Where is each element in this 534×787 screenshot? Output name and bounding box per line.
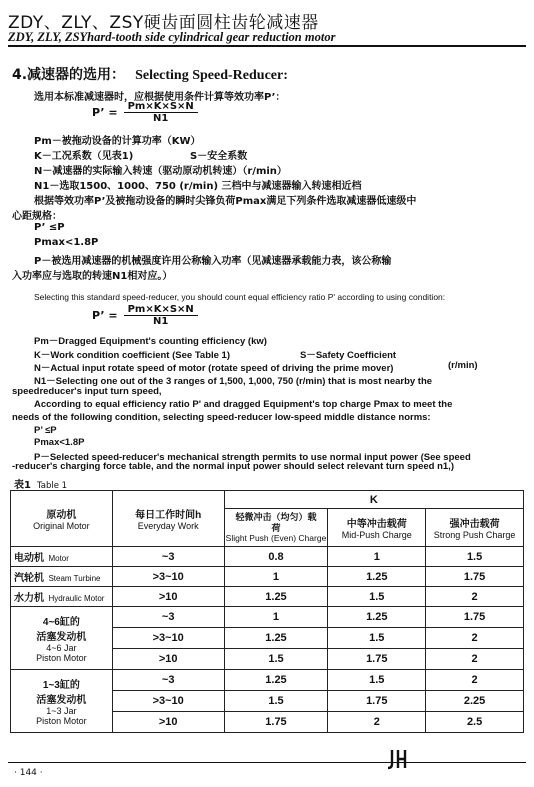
en-eq-denominator: N1 <box>153 316 169 327</box>
motor-cell <box>11 587 113 607</box>
k-strong-cell: 2 <box>426 628 524 649</box>
cn-line-condition-2: 心距规格： <box>12 211 62 222</box>
cn-line-k: K－工况系数（见表1) <box>34 151 134 162</box>
hours-cell: >10 <box>112 649 224 670</box>
cn-eq-fraction <box>124 101 198 124</box>
table-title <box>14 476 67 491</box>
col-original-motor-cn: 原动机 <box>46 510 77 521</box>
col-mid-push-en: Mid-Push Charge <box>341 530 412 540</box>
cn-line-n1: N1－选取1500、1000、750 (r/min) 三档中与减速器输入转速相近档 <box>34 181 362 192</box>
en-line-pm: Pm－Dragged Equipment's counting efficiency (kw) <box>34 336 267 347</box>
group-4-6-en-a: 4~6 Jar <box>46 643 77 653</box>
k-strong-cell: 2 <box>426 649 524 670</box>
col-mid-push-cn: 中等冲击载荷 <box>346 519 407 530</box>
k-strong-cell: 2 <box>426 670 524 691</box>
en-eq-numerator: Pm×K×S×N <box>124 304 198 316</box>
k-factor-table <box>10 490 524 733</box>
en-intro: Selecting this standard speed-reducer, you should count equal efficiency ratio P' according to using condition: <box>34 292 446 302</box>
k-mid-cell: 1.75 <box>328 691 426 712</box>
k-slight-cell: 1.25 <box>224 587 328 607</box>
motor-cn: 电动机 <box>14 552 44 564</box>
en-line-p: P－Selected speed-reducer's mechanical strength permits to use normal input power (See speed <box>34 452 471 463</box>
section-heading <box>12 64 288 84</box>
table-title-en: Table 1 <box>36 481 68 491</box>
en-cond-1: P’ ≤P <box>34 425 57 436</box>
col-mid-push <box>328 509 426 547</box>
hours-cell: >3~10 <box>112 691 224 712</box>
group-1-3-cn-b: 活塞发动机 <box>36 695 87 706</box>
hours-cell: ~3 <box>112 607 224 628</box>
k-mid-cell: 1.75 <box>328 649 426 670</box>
k-slight-cell: 1.5 <box>224 691 328 712</box>
table-row <box>11 547 524 567</box>
col-strong-push <box>426 509 524 547</box>
en-line-according-2: needs of the following condition, selecting speed-reducer low-speed middle distance norms: <box>12 412 431 423</box>
k-strong-cell: 1.75 <box>426 567 524 587</box>
en-cond-2: Pmax<1.8P <box>34 437 85 448</box>
cn-intro: 选用本标准减速器时，应根据使用条件计算等效功率P’： <box>34 92 286 103</box>
page-number: · 144 · <box>14 768 43 778</box>
cn-eq-numerator: Pm×K×S×N <box>124 101 198 113</box>
k-slight-cell: 1.75 <box>224 712 328 733</box>
cn-eq-denominator: N1 <box>153 113 169 124</box>
table-row <box>11 607 524 628</box>
motor-en: Hydraulic Motor <box>48 593 105 603</box>
col-slight-push <box>224 509 328 547</box>
hours-cell: ~3 <box>112 670 224 691</box>
company-logo-icon <box>386 748 408 770</box>
col-strong-push-en: Strong Push Charge <box>433 530 516 540</box>
cn-eq-label: P’ = <box>92 106 118 119</box>
cn-line-p: P－被选用减速器的机械强度许用公称输入功率（见减速器承载能力表，该公称输 <box>34 256 392 267</box>
motor-en: Motor <box>48 553 69 563</box>
k-mid-cell: 1.5 <box>328 628 426 649</box>
k-slight-cell: 1 <box>224 607 328 628</box>
k-mid-cell: 1.5 <box>328 670 426 691</box>
en-line-s: S－Safety Coefficient <box>300 350 397 361</box>
col-everyday-work-en: Everyday Work <box>137 521 199 531</box>
k-strong-cell: 2 <box>426 587 524 607</box>
en-line-n: N－Actual input rotate speed of motor (rotate speed of driving the prime mover) <box>34 363 394 374</box>
en-line-according: According to equal efficiency ratio P' and dragged Equipment's top charge Pmax to meet the <box>34 399 453 410</box>
group-4-6-cn-b: 活塞发动机 <box>36 632 87 643</box>
en-line-p-2: -reducer's charging force table, and the normal input power should select relevant turn speed n1,) <box>12 461 454 472</box>
group-4-6-en-b: Piston Motor <box>36 653 87 663</box>
en-equation <box>92 304 198 327</box>
k-slight-cell: 1.25 <box>224 628 328 649</box>
motor-cell <box>11 547 113 567</box>
k-mid-cell: 1 <box>328 547 426 567</box>
section-title-en: Selecting Speed-Reducer: <box>135 68 288 83</box>
en-line-n1-2: speedreducer's input turn speed, <box>12 386 162 397</box>
k-slight-cell: 1 <box>224 567 328 587</box>
table-title-cn: 表1 <box>14 480 31 491</box>
table-row <box>11 567 524 587</box>
group-1-3-cn-a: 1~3缸的 <box>42 680 80 691</box>
section-title-cn: 4.减速器的选用： <box>12 67 126 83</box>
en-eq-fraction <box>124 304 198 327</box>
col-k-header: K <box>224 491 523 509</box>
table-row <box>11 587 524 607</box>
table-header-row-k <box>11 491 524 509</box>
cn-cond-1: P’ ≤P <box>34 222 65 233</box>
hours-cell: >10 <box>112 712 224 733</box>
k-slight-cell: 1.25 <box>224 670 328 691</box>
cn-equation <box>92 101 198 124</box>
cn-line-s: S－安全系数 <box>190 151 248 162</box>
footer-rule <box>8 762 526 763</box>
k-slight-cell: 1.5 <box>224 649 328 670</box>
motor-cell <box>11 567 113 587</box>
k-strong-cell: 1.75 <box>426 607 524 628</box>
motor-cn: 水力机 <box>14 592 44 604</box>
en-line-k: K－Work condition coefficient (See Table 1) <box>34 350 231 361</box>
cn-line-pm: Pm－被拖动设备的计算功率（KW） <box>34 136 201 147</box>
col-everyday-work <box>112 491 224 547</box>
col-slight-push-cn: 轻微冲击（均匀）载荷 <box>235 512 317 533</box>
k-slight-cell: 0.8 <box>224 547 328 567</box>
en-line-n1: N1－Selecting one out of the 3 ranges of 1,500, 1,000, 750 (r/min) that is most nearby the <box>34 376 433 387</box>
k-mid-cell: 2 <box>328 712 426 733</box>
cn-cond-2: Pmax<1.8P <box>34 237 99 248</box>
k-strong-cell: 2.25 <box>426 691 524 712</box>
hours-cell: ~3 <box>112 547 224 567</box>
group-1-3-en-b: Piston Motor <box>36 716 87 726</box>
en-eq-label: P’ = <box>92 309 118 322</box>
header-title-en: ZDY, ZLY, ZSYhard-tooth side cylindrical gear reduction motor <box>8 30 336 44</box>
col-original-motor-en: Original Motor <box>33 521 90 531</box>
hours-cell: >3~10 <box>112 567 224 587</box>
motor-en: Steam Turbine <box>48 573 101 583</box>
k-strong-cell: 1.5 <box>426 547 524 567</box>
k-strong-cell: 2.5 <box>426 712 524 733</box>
group-4-6-cn-a: 4~6缸的 <box>42 617 80 628</box>
col-everyday-work-cn: 每日工作时间h <box>135 510 202 521</box>
group-1-3-en-a: 1~3 Jar <box>46 706 77 716</box>
motor-cn: 汽轮机 <box>14 572 44 584</box>
hours-cell: >3~10 <box>112 628 224 649</box>
cn-line-n: N－减速器的实际输入转速（驱动原动机转速）（r/min） <box>34 166 287 177</box>
col-original-motor <box>11 491 113 547</box>
header-rule <box>8 45 526 47</box>
col-strong-push-cn: 强冲击载荷 <box>449 519 500 530</box>
k-mid-cell: 1.5 <box>328 587 426 607</box>
group-4-6-cell <box>11 607 113 670</box>
k-mid-cell: 1.25 <box>328 607 426 628</box>
hours-cell: >10 <box>112 587 224 607</box>
k-mid-cell: 1.25 <box>328 567 426 587</box>
table-row <box>11 670 524 691</box>
group-1-3-cell <box>11 670 113 733</box>
header-title-cn: ZDY、ZLY、ZSY硬齿面圆柱齿轮减速器 <box>8 13 319 33</box>
cn-line-condition: 根据等效功率P’及被拖动设备的瞬时尖锋负荷Pmax满足下列条件选取减速器低速级中 <box>34 196 417 207</box>
en-line-n-unit: (r/min) <box>448 360 478 371</box>
cn-line-p-2: 入功率应与选取的转速N1相对应。） <box>12 271 173 282</box>
col-slight-push-en: Slight Push (Even) Charge <box>225 533 327 543</box>
